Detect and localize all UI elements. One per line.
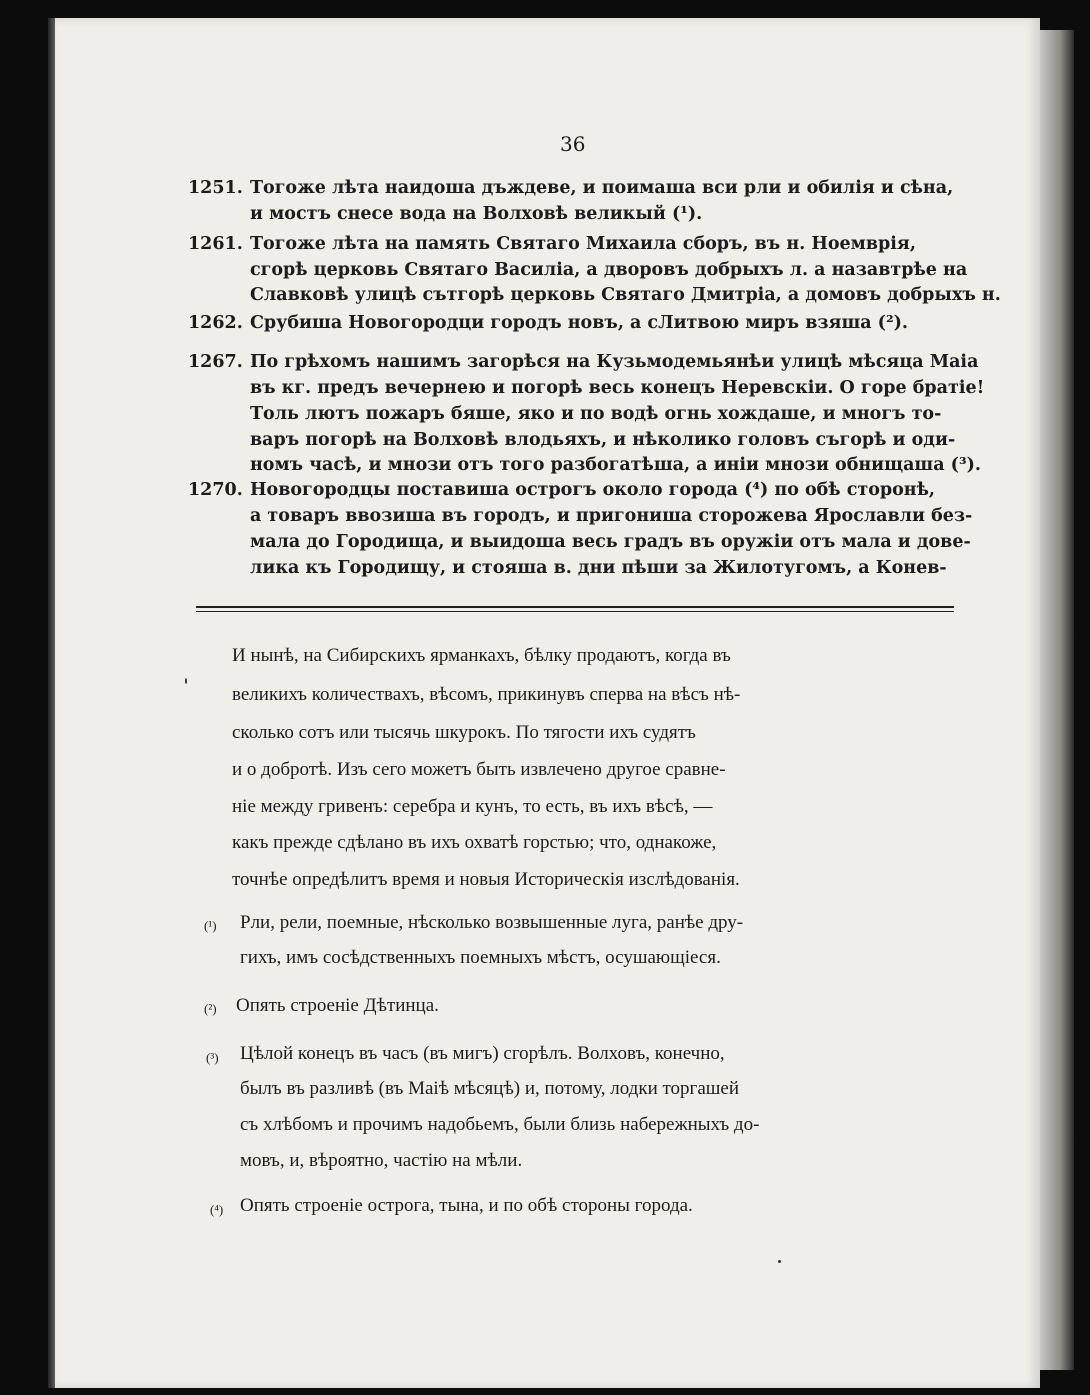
entry-line: По грѣхомъ нашимъ загорѣся на Кузьмодемьянѣи улицѣ мѣсяца Маіа	[250, 352, 979, 372]
entry-year: 1262.	[188, 313, 243, 333]
entry-year: 1261.	[188, 234, 243, 254]
entry-line: Тогоже лѣта на память Святаго Михаила сборъ, въ н. Ноемврія,	[250, 234, 916, 254]
footnote-line: съ хлѣбомъ и прочимъ надобьемъ, были близь набережныхъ до-	[240, 1114, 760, 1135]
entry-line: Тогоже лѣта наидоша дъждеве, и поимаша вси рли и обилія и сѣна,	[250, 178, 954, 198]
entry-line: сгорѣ церковь Святаго Василіа, а дворовъ добрыхъ л. а назавтрѣе на	[250, 260, 968, 280]
next-page-edge	[1040, 30, 1074, 1370]
entry-line: варъ погорѣ на Волховѣ влодьяхъ, и нѣколико головъ съгорѣ и оди-	[250, 430, 956, 450]
commentary-line: сколько сотъ или тысячь шкурокъ. По тягости ихъ судятъ	[232, 722, 696, 743]
footnote-line: Цѣлой конецъ въ часъ (въ мигъ) сгорѣлъ. Волховъ, конечно,	[240, 1043, 725, 1064]
entry-line: Толь лютъ пожаръ бяше, яко и по водѣ огнь хождаше, и многъ то-	[250, 404, 942, 424]
commentary-line: и о добротѣ. Изъ сего можетъ быть извлечено другое сравне-	[232, 759, 726, 780]
footnote-mark: (⁴)	[210, 1202, 224, 1217]
ink-speck	[778, 1260, 781, 1263]
entry-year: 1270.	[188, 480, 243, 500]
commentary-line: нiе между гривенъ: серебра и кунъ, то есть, въ ихъ вѣсѣ, —	[232, 796, 713, 817]
footnote-line: Рли, рели, поемные, нѣсколько возвышенные луга, ранѣе дру-	[240, 912, 744, 933]
entry-line: Срубиша Новогородци городъ новъ, а сЛитвою миръ взяша (²).	[250, 313, 909, 333]
section-rule	[196, 611, 954, 612]
footnote-mark: (³)	[206, 1050, 219, 1065]
footnote-line: былъ въ разливѣ (въ Маiѣ мѣсяцѣ) и, потому, лодки торгашей	[240, 1078, 739, 1099]
entry-line: номъ часѣ, и мнози отъ того разбогатѣша, а инiи мнози обнищаша (³).	[250, 455, 981, 475]
footnote-line: мовъ, и, вѣроятно, частiю на мѣли.	[240, 1150, 523, 1171]
footnote-mark: (¹)	[204, 918, 217, 933]
entry-year: 1251.	[188, 178, 243, 198]
commentary-line: какъ прежде сдѣлано въ ихъ охватѣ горстью; что, однакоже,	[232, 832, 717, 853]
footnote-line: Опять строенiе Дѣтинца.	[236, 995, 439, 1016]
entry-line: Новогородцы поставиша острогъ около города (⁴) по обѣ сторонѣ,	[250, 480, 935, 500]
entry-line: а товаръ ввозиша въ городъ, и пригониша сторожева Ярославли без-	[250, 506, 973, 526]
footnote-line: Опять строенiе острога, тына, и по обѣ стороны города.	[240, 1195, 693, 1216]
ink-speck	[185, 678, 187, 684]
page-number: 36	[560, 132, 586, 156]
section-rule	[196, 606, 954, 608]
entry-line: и мостъ снесе вода на Волховѣ великый (¹).	[250, 204, 703, 224]
entry-year: 1267.	[188, 352, 243, 372]
commentary-line: великихъ количествахъ, вѣсомъ, прикинувъ сперва на вѣсъ нѣ-	[232, 684, 741, 705]
entry-line: въ кг. предъ вечернею и погорѣ весь конецъ Неревскiи. О горе братiе!	[250, 378, 985, 398]
commentary-line: точнѣе опредѣлитъ время и новыя Историческiя изслѣдованiя.	[232, 869, 740, 890]
footnote-mark: (²)	[204, 1001, 217, 1016]
footnote-line: гихъ, имъ сосѣдственныхъ поемныхъ мѣстъ, осушающiеся.	[240, 947, 721, 968]
commentary-line: И нынѣ, на Сибирскихъ ярманкахъ, бѣлку продаютъ, когда въ	[232, 645, 731, 666]
entry-line: Славковѣ улицѣ сътгорѣ церковь Святаго Дмитріа, а домовъ добрыхъ н.	[250, 285, 1001, 305]
entry-line: лика къ Городищу, и стояша в. дни пѣши за Жилотугомъ, а Конев-	[250, 558, 947, 578]
entry-line: мала до Городища, и выидоша весь градъ въ оружiи отъ мала и дове-	[250, 532, 971, 552]
